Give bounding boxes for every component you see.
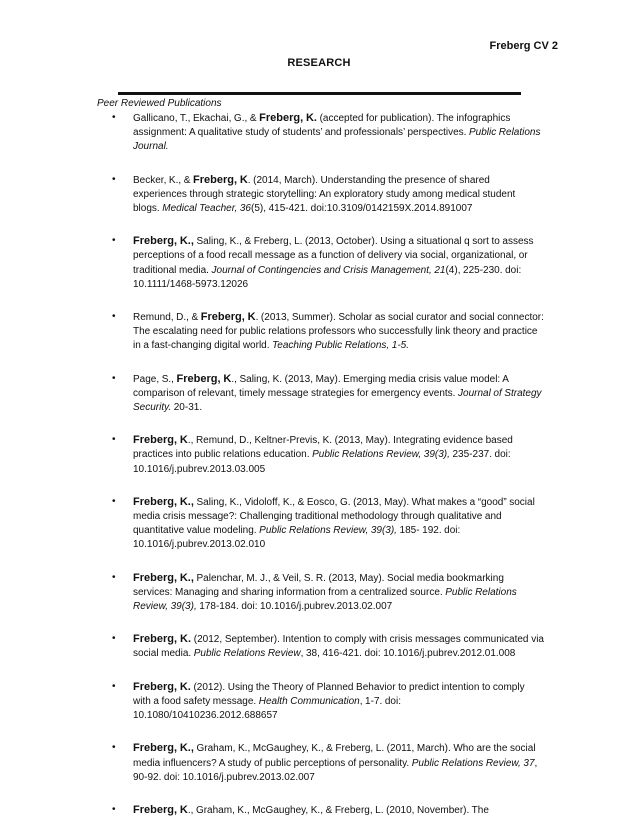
bullet-icon: •: [112, 495, 116, 507]
pub-authors-pre: Page, S.,: [133, 373, 177, 385]
publication-item: [112, 680, 544, 724]
bullet-icon: •: [112, 633, 116, 645]
pub-body: (2012). Using the Theory of Planned Behavior to predict intention to comply with a food safety message.: [133, 681, 525, 707]
publication-item: [112, 571, 544, 615]
pub-tail: , 38, 416-421. doi: 10.1016/j.pubrev.2012.01.008: [300, 648, 516, 660]
pub-author-bold: Freberg, K.,: [133, 235, 194, 248]
pub-body: (2012, September). Intention to comply with crisis messages communicated via social media.: [133, 634, 544, 660]
pub-venue: Public Relations Review, 37: [411, 757, 535, 769]
pub-venue: Public Relations Review, 39(3),: [133, 586, 517, 613]
bullet-icon: •: [112, 571, 116, 583]
pub-author-bold: Freberg, K: [133, 434, 188, 447]
pub-venue: Public Relations Journal.: [133, 127, 541, 153]
publication-item: [112, 803, 544, 818]
publication-item: [112, 234, 544, 292]
publication-item: [112, 111, 544, 155]
pub-author-bold: Freberg, K.,: [133, 742, 194, 755]
pub-venue: Journal of Contingencies and Crisis Management, 21: [211, 264, 446, 276]
publication-item: [112, 173, 544, 217]
pub-body: Graham, K., McGaughey, K., & Freberg, L. (2011, March). Who are the social media influencers? A study of public perceptions of personality.: [133, 743, 536, 769]
bullet-icon: •: [112, 112, 116, 123]
bullet-icon: •: [112, 235, 116, 247]
pub-tail: 178-184. doi: 10.1016/j.pubrev.2013.02.007: [196, 601, 393, 613]
bullet-icon: •: [112, 311, 116, 323]
publication-item: [112, 310, 544, 354]
pub-tail: , 1-7. doi: 10.1080/10410236.2012.688657: [133, 695, 401, 722]
subsection-label: Peer Reviewed Publications: [97, 98, 222, 109]
pub-author-bold: Freberg, K.,: [133, 495, 194, 508]
pub-venue: Medical Teacher, 36: [162, 203, 251, 215]
section-title: RESEARCH: [287, 57, 351, 69]
pub-tail: 235-237. doi: 10.1016/j.pubrev.2013.03.005: [133, 449, 511, 475]
pub-author-bold: Freberg, K.: [259, 112, 317, 124]
pub-tail: , 90-92. doi: 10.1016/j.pubrev.2013.02.007: [133, 757, 538, 783]
publication-item: [112, 372, 544, 416]
pub-body: ., Graham, K., McGaughey, K., & Freberg, L. (2010, November). The: [187, 804, 489, 816]
pub-body: (accepted for publication). The infographics assignment: A qualitative study of students’ and professionals’ perspectives.: [133, 113, 511, 139]
publication-item: [112, 741, 544, 785]
pub-author-bold: Freberg, K: [200, 311, 256, 324]
pub-tail: 20-31.: [171, 402, 203, 414]
pub-tail: (5), 415-421. doi:10.3109/0142159X.2014.891007: [251, 203, 473, 215]
publication-item: [112, 632, 544, 661]
pub-tail: (4), 225-230. doi: 10.1111/1468-5973.12026: [133, 264, 522, 290]
pub-venue: Public Relations Review, 39(3),: [259, 525, 397, 537]
pub-authors-pre: Remund, D., &: [133, 312, 201, 324]
pub-body: Saling, K., & Freberg, L. (2013, October). Using a situational q sort to assess perceptions of a food recall message as a function of delivery via social, organizational, or traditional media.: [133, 236, 534, 276]
pub-body: Saling, K., Vidoloff, K., & Eosco, G. (2013, May). What makes a “good” social media crisis message?: Challenging traditional methodology through qualitative and quantitative value modeling.: [133, 496, 535, 537]
publication-item: [112, 495, 544, 553]
section-divider: [118, 92, 521, 95]
bullet-icon: •: [112, 173, 116, 185]
pub-author-bold: Freberg, K: [176, 372, 232, 385]
pub-author-bold: Freberg, K.,: [133, 571, 194, 584]
pub-venue: Teaching Public Relations, 1-5.: [272, 340, 409, 352]
pub-body: Palenchar, M. J., & Veil, S. R. (2013, May). Social media bookmarking services: Managing and sharing information from a centralized source.: [133, 572, 504, 598]
bullet-icon: •: [112, 434, 116, 446]
pub-venue: Journal of Strategy Security.: [133, 387, 542, 414]
running-head: Freberg CV 2: [489, 40, 558, 52]
pub-authors-pre: Becker, K., &: [133, 174, 193, 186]
pub-body: . (2014, March). Understanding the presence of shared experiences through strategic storytelling: An exploratory study among medical student blogs.: [133, 174, 516, 215]
pub-venue: Public Relations Review: [193, 648, 301, 660]
pub-body: ., Remund, D., Keltner-Previs, K. (2013, May). Integrating evidence based practices into public relations education.: [133, 435, 513, 461]
pub-body: . (2013, Summer). Scholar as social curator and social connector: The escalating need for public relations professors who successfully link theory and practice in a fast-changing digital world.: [133, 312, 544, 352]
pub-author-bold: Freberg, K.: [133, 633, 192, 646]
bullet-icon: •: [112, 372, 116, 384]
publication-list: [112, 111, 544, 836]
pub-author-bold: Freberg, K: [192, 173, 248, 186]
bullet-icon: •: [112, 742, 116, 754]
pub-authors-pre: Gallicano, T., Ekachai, G., &: [133, 113, 260, 124]
pub-body: ., Saling, K. (2013, May). Emerging media crisis value model: A comparison of relevant, timely message strategies for emergency events.: [133, 373, 509, 399]
pub-venue: Public Relations Review, 39(3),: [312, 449, 450, 461]
pub-tail: 185- 192. doi: 10.1016/j.pubrev.2013.02.010: [133, 525, 461, 551]
publication-item: [112, 433, 544, 477]
pub-author-bold: Freberg, K: [133, 803, 188, 816]
bullet-icon: •: [112, 680, 116, 692]
bullet-icon: •: [112, 803, 116, 815]
pub-venue: Health Communication: [258, 695, 360, 707]
pub-author-bold: Freberg, K.: [133, 680, 191, 693]
